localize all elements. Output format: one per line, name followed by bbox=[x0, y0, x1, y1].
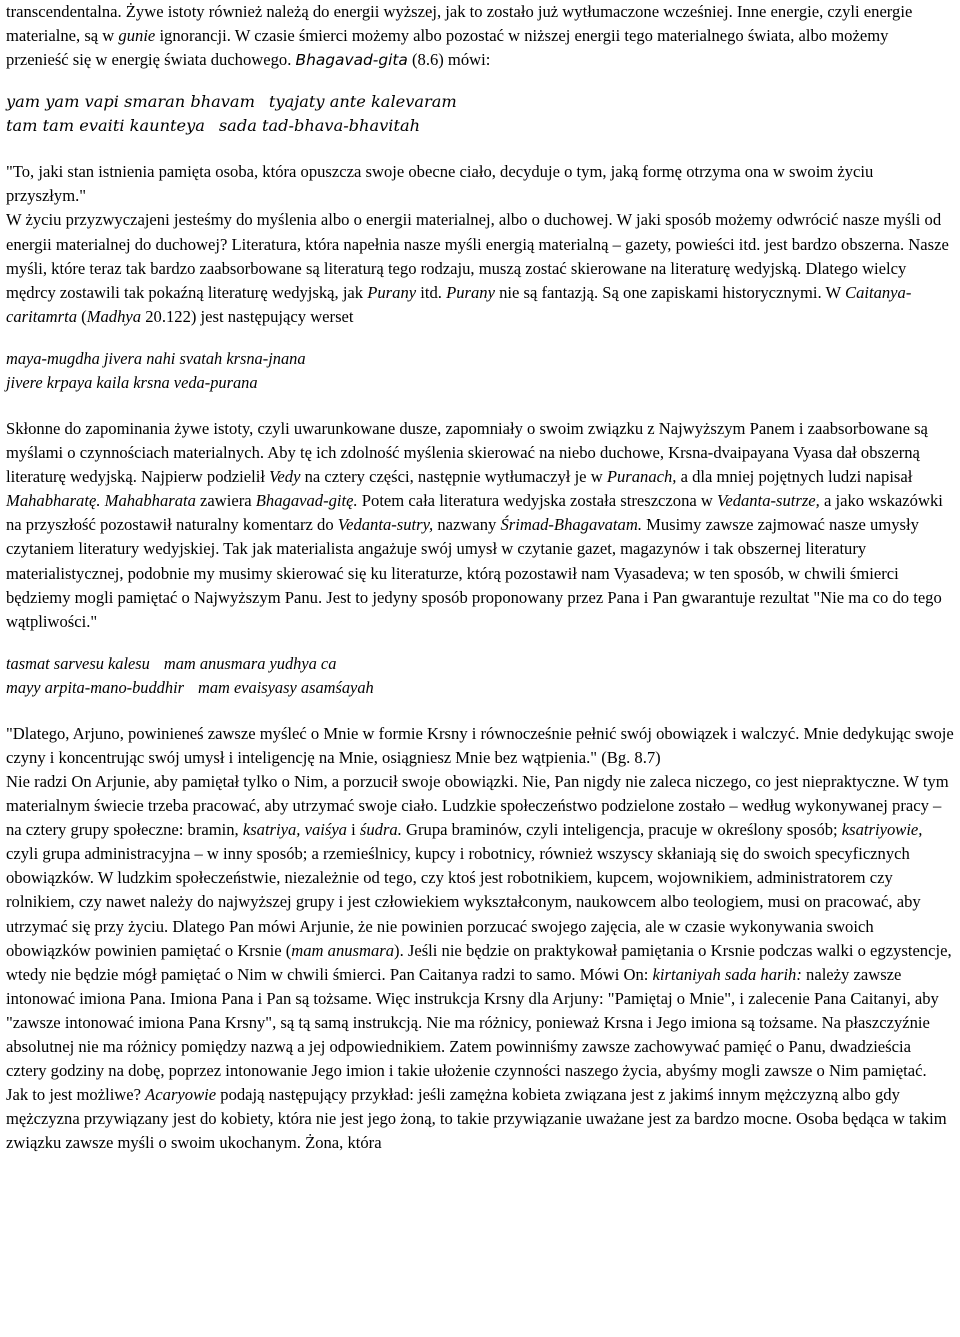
verse-bengali: maya-mugdha jivera nahi svatah krsna-jnana jivere krpaya kaila krsna veda-purana bbox=[6, 348, 306, 392]
translation-quote-1: "To, jaki stan istnienia pamięta osoba, która opuszcza swoje obecne ciało, decyduje o tym, jaką formę otrzyma ona w swoim życiu przyszłym." bbox=[6, 162, 874, 206]
term-gunie: gunie bbox=[118, 26, 156, 46]
verse-sanskrit-2: tasmat sarvesu kalesu mam anusmara yudhya ca mayy arpita-mano-buddhir mam evaisyasy asamśayah bbox=[6, 653, 374, 697]
translation-quote-2: "Dlatego, Arjuno, powinieneś zawsze myśleć o Mnie w formie Krsny i równocześnie pełnić swój obowiązek i walczyć. Mnie dedykując swoje czyny i koncentrując swój umysł i inteligencję na Mnie, osiągniesz Mnie bez wątpienia." (Bg. 8.7) bbox=[6, 723, 954, 767]
verse-sanskrit-1: yam yam vapi smaran bhavam tyajaty ante kalevaram tam tam evaiti kaunteya sada tad-bhava-bhavitah bbox=[6, 92, 457, 136]
paragraph-forgetful-souls: Skłonne do zapominania żywe istoty, czyli uwarunkowane dusze, zapomniały o swoim związku z Najwyższym Panem i zaabsorbowane są myślami o czynnościach materialnych. Aby tę ich zdolność myślenia skierować na niebo duchowe, Krsna-dvaipayana Vyasa dał obszerną literaturę wedyjską. Najpierw podzielił Vedy na cztery części, następnie wytłumaczył je w Puranach, a dla mniej pojętnych ludzi napisał Mahabharatę. Mahabharata zawiera Bhagavad-gitę. Potem cała literatura wedyjska została streszczona w Vedanta-sutrze, a jako wskazówki na przyszłość pozostawił naturalny komentarz do Vedanta-sutry, nazwany Śrimad-Bhagavatam. Musimy zawsze zajmować nasze umysły czytaniem literatury wedyjskiej. Tak jak materialista angażuje swój umysł w czytanie gazet, magazynów i tak obszernej literatury materialistycznej, podobnie my musimy skierować się ku literaturze, którą pozostawił nam Vyasadeva; w ten sposób, w chwili śmierci będziemy mogli pamiętać o Najwyższym Panu. Jest to jedyny sposób proponowany przez Pana i Pan gwarantuje rezultat "Nie ma co do tego wątpliwości." bbox=[6, 418, 943, 631]
document-page bbox=[6, 0, 954, 1155]
paragraph-vedic-literature: W życiu przyzwyczajeni jesteśmy do myślenia albo o energii materialnej, albo o duchowej. W jaki sposób możemy odwrócić nasze myśli od energii materialnej do duchowej? Literatura, która napełnia nasze myśli energią materialną – gazety, powieści itd. jest bardzo obszerna. Nasze myśli, które teraz tak bardzo zaabsorbowane są literaturą tego rodzaju, muszą zostać skierowane na literaturę wedyjską. Dlatego wielcy mędrcy zostawili tak pokaźną literaturę wedyjską, jak Purany itd. Purany nie są fantazją. Są one zapiskami historycznymi. W Caitanya-caritamrta (Madhya 20.122) jest następujący werset bbox=[6, 210, 949, 326]
paragraph-example: Jak to jest możliwe? Acaryowie podają następujący przykład: jeśli zamężna kobieta związana jest z jakimś innym mężczyzną albo gdy mężczyzna przywiązany jest do kobiety, która nie jest jego żoną, to takie przywiązanie uważane jest za bardzo mocne. Osoba będąca w takim związku zawsze myśli o swoim ukochanym. Żona, która bbox=[6, 1085, 947, 1153]
paragraph-duties: Nie radzi On Arjunie, aby pamiętał tylko o Nim, a porzucił swoje obowiązki. Nie, Pan nigdy nie zaleca niczego, co jest niepraktyczne. W tym materialnym świecie trzeba pracować, aby utrzymać swoje ciało. Ludzkie społeczeństwo podzielone zostało – według wykonywanej pracy – na cztery grupy społeczne: bramin, ksatriya, vaiśya i śudra. Grupa braminów, czyli inteligencja, pracuje w określony sposób; ksatriyowie, czyli grupa administracyjna – w inny sposób; a rzemieślnicy, kupcy i robotnicy, również wszyscy skłaniają się do swoich specyficznych obowiązków. W ludzkim społeczeństwie, niezależnie od tego, czy ktoś jest robotnikiem, kupcem, wojownikiem, administratorem czy rolnikiem, czy nawet należy do najwyższej grupy i jest człowiekiem wykształconym, naukowcem albo teologiem, musi on pracować, aby utrzymać się przy życiu. Dlatego Pan mówi Arjunie, że nie powinien porzucać swojego zajęcia, ale w czasie wykonywania swoich obowiązków powinien pamiętać o Krsnie (mam anusmara). Jeśli nie będzie on praktykował pamiętania o Krsnie podczas walki o egzystencje, wtedy nie będzie mógł pamiętać o Nim w chwili śmierci. Pan Caitanya radzi to samo. Mówi On: kirtaniyah sada harih: należy zawsze intonować imiona Pana. Imiona Pana i Pan są tożsame. Więc instrukcja Krsny dla Arjuny: "Pamiętaj o Mnie", i zalecenie Pana Caitanyi, aby "zawsze intonować imiona Pana Krsny", są tą samą instrukcją. Nie ma różnicy, ponieważ Krsna i Jego imiona są tożsame. Na płaszczyźnie absolutnej nie ma różnicy pomiędzy nazwą a jej odpowiednikiem. Zatem powinniśmy zawsze zachowywać pamięć o Panu, dwadzieścia cztery godziny na dobę, poprzez intonowanie Jego imion i takie ułożenie czynności naszego życia, abyśmy mogli zawsze o Nim pamiętać. bbox=[6, 771, 952, 1081]
title-bhagavad-gita: Bhagavad-gita bbox=[295, 51, 408, 70]
paragraph-intro: transcendentalna. Żywe istoty również należą do energii wyższej, jak to zostało już wytłumaczone wcześniej. Inne energie, czyli energie materialne, są w gunie ignorancji. W czasie śmierci możemy albo pozostać w niższej energii tego materialnego świata, albo możemy przenieść się w energię świata duchowego. Bhagavad-gita (8.6) mówi: bbox=[6, 2, 913, 70]
